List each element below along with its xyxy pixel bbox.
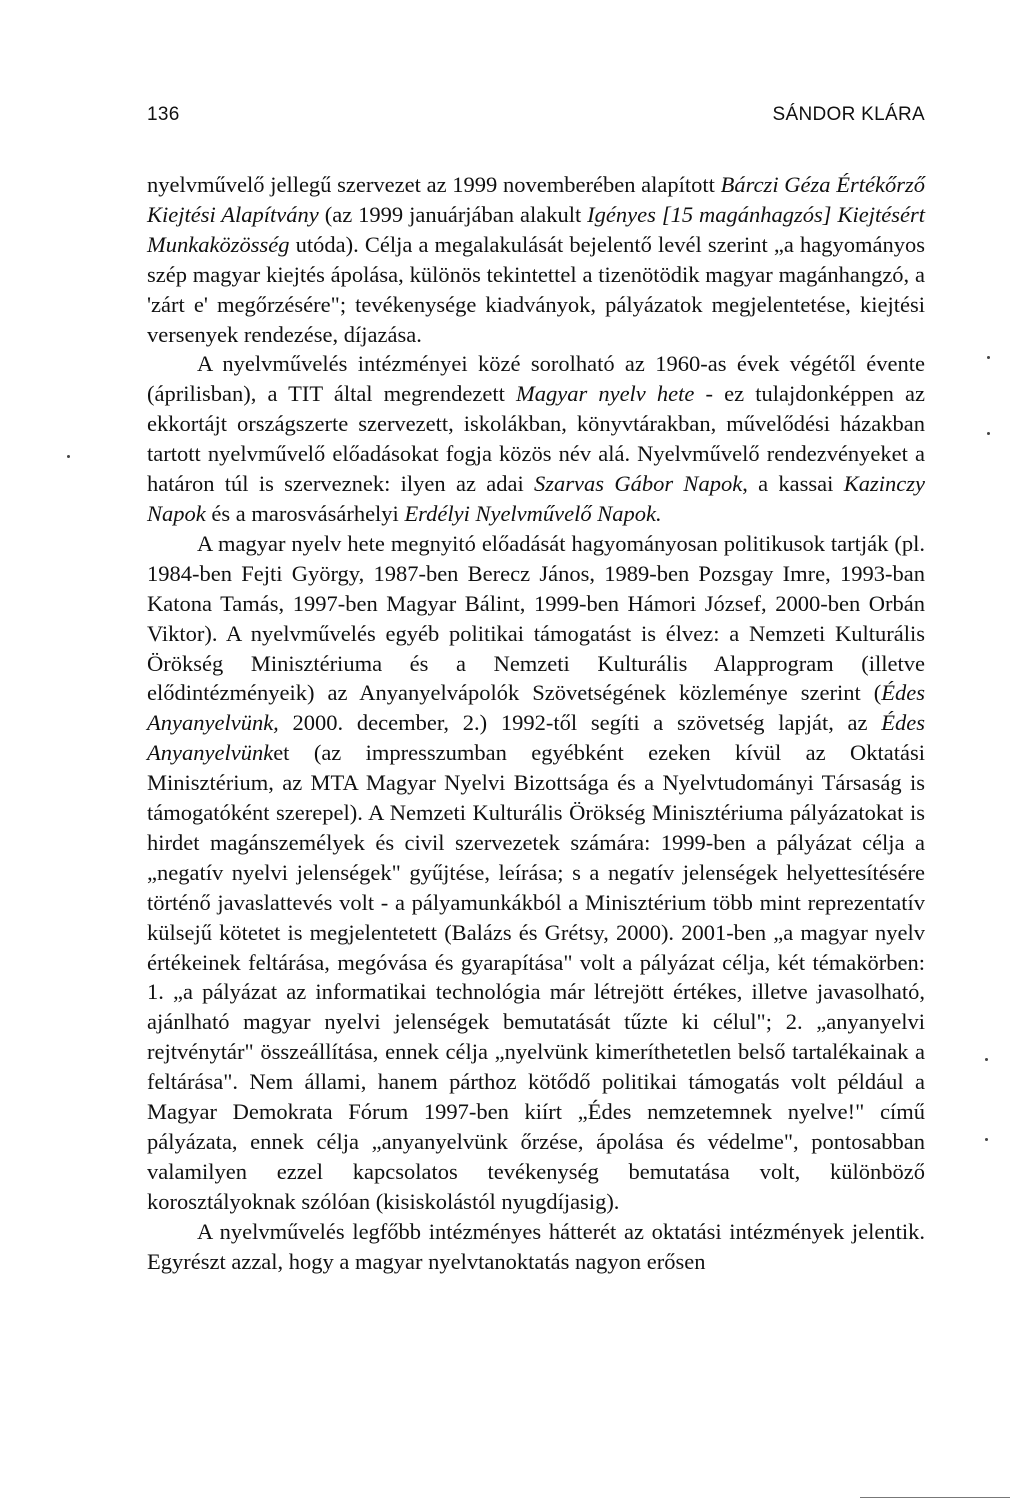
text-run: - ez tulajdonképpen az ekkortájt országszerte szervezett, iskolákban, könyvtárakban, művelődési házakban tartott nyelvművelő előadásokat fogja közös név alá. Nyelvművelő rendezvényeket a határon túl is szerveznek: ilyen az adai <box>147 381 926 497</box>
italic-title: Erdélyi Nyelvművelő Napok. <box>404 500 662 526</box>
text-run: 2000. december, 2.) 1992-től segíti a szövetség lapját, az <box>278 710 882 736</box>
italic-title: Kazinczy Napok <box>147 471 925 526</box>
text-run: et (az impresszumban egyébként ezeken kívül az Oktatási Minisztérium, az MTA Magyar Nyelvi Bizottsága és a Nyelvtudományi Társaság is támogatóként szerepel). A Nemzeti Kulturális Örökség Minisztériuma pályázatokat is hirdet magánszemélyek és civil szervezetek számára: 1999-ben a pályázat célja a „negatív nyelvi jelenségek" gyűjtése, leírása; s a negatív jelenségek helyettesítésére történő javaslattevés volt - a pályamunkákból a Minisztérium több mint reprezentatív külsejű kötetet is megjelentetett (Balázs és Grétsy, 2000). 2001-ben „a magyar nyelv értékeinek feltárása, megóvása és gyarapítása" volt a pályázat célja, két témakörben: 1. „a pályázat az informatikai technológia már létrejött értékes, illetve javasolható, ajánlható magyar nyelvi jelenségek bemutatását tűzte ki célul"; 2. „anyanyelvi rejtvénytár" összeállítása, ennek célja „nyelvünk kimeríthetetlen belső tartalékainak a feltárása". Nem állami, hanem párthoz kötődő politikai támogatás volt például a Magyar Demokrata Fórum 1997-ben kiírt „Édes nemzetemnek nyelve!" című pályázata, ennek célja „anyanyelvünk őrzése, ápolása és védelme", pontosabban valamilyen ezzel kapcsolatos tevékenység bemutatása volt, különböző korosztályoknak szólóan (kisiskolástól nyugdíjasig). <box>147 740 925 1214</box>
text-run: A nyelvművelés intézményei közé sorolható az 1960-as évek végétől évente (áprilisban), a TIT által megrendezett <box>147 351 925 407</box>
paragraph <box>147 170 925 349</box>
text-run: A magyar nyelv hete megnyitó előadását hagyományosan politikusok tartják (pl. 1984-ben Fejti György, 1987-ben Berecz János, 1989-ben Pozsgay Imre, 1993-ban Katona Tamás, 1997-ben Magyar Bálint, 1999-ben Hámori József, 2000-ben Orbán Viktor). A nyelvművelés egyéb politikai támogatást is élvez: a Nemzeti Kulturális Örökség Minisztériuma és a Nemzeti Kulturális Alapprogram (illetve elődintézményeik) az Anyanyelvápolók Szövetségének közleménye szerint ( <box>147 530 925 706</box>
text-run: (az 1999 januárjában alakult <box>318 201 588 227</box>
author-name: SÁNDOR KLÁRA <box>772 104 925 125</box>
paragraph <box>147 1217 925 1277</box>
text-run: és a marosvásárhelyi <box>205 500 405 526</box>
page-number: 136 <box>147 104 180 125</box>
margin-speck <box>987 356 990 359</box>
margin-speck <box>985 1138 988 1141</box>
italic-title: Bárczi Géza Értékőrző Kiejtési Alapítvány <box>147 172 926 227</box>
document-page <box>147 104 925 1277</box>
paragraph <box>147 529 925 1217</box>
text-run: A nyelvművelés legfőbb intézményes hátterét az oktatási intézmények jelentik. Egyrészt azzal, hogy a magyar nyelvtanoktatás nagyon erősen <box>147 1218 925 1274</box>
text-run: , a kassai <box>742 471 844 497</box>
bottom-edge-line <box>860 1497 1010 1498</box>
italic-title: Édes Anyanyelvünk, <box>147 680 925 736</box>
italic-title: Édes Anyanyelvünk <box>147 710 925 766</box>
running-header <box>147 104 925 126</box>
body-text <box>147 170 925 1277</box>
italic-title: Igényes [15 magánhagzós] Kiejtésért Munkaközösség <box>147 201 925 257</box>
margin-speck <box>985 1058 988 1061</box>
italic-title: Magyar nyelv hete <box>515 381 695 407</box>
margin-speck <box>67 455 70 458</box>
text-run: utóda). Célja a megalakulását bejelentő levél szerint „a hagyományos szép magyar kiejtés ápolása, különös tekintettel a tizenötödik magyar magánhangzó, a 'zárt e' megőrzésére"; tevékenysége kiadványok, pályázatok megjelentetése, kiejtési versenyek rendezése, díjazása. <box>147 231 925 347</box>
paragraph <box>147 349 925 528</box>
text-run: nyelvművelő jellegű szervezet az 1999 novemberében alapított <box>147 172 721 197</box>
margin-speck <box>987 432 990 435</box>
italic-title: Szarvas Gábor Napok <box>534 471 743 497</box>
